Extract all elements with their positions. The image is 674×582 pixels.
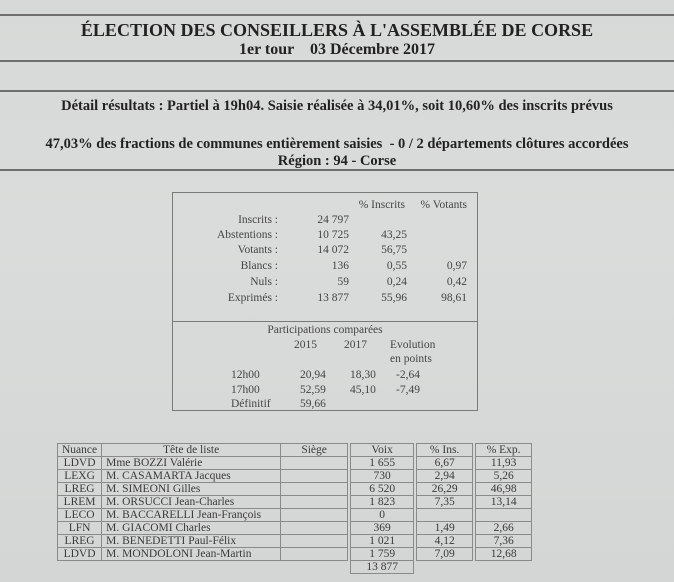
row-label: Exprimés : xyxy=(227,292,278,304)
cell-pct-ins: 4,12 xyxy=(417,535,473,548)
participation-evolution: -2,64 xyxy=(396,369,420,381)
summary-row-exprimes xyxy=(173,292,477,307)
cell-siege xyxy=(281,509,348,522)
pct-inscrits-header: % Inscrits xyxy=(358,199,405,211)
participation-title: Participations comparées xyxy=(267,324,383,336)
row-pct-inscrits: 0,55 xyxy=(386,260,407,272)
row-pct-votants: 0,97 xyxy=(446,260,467,272)
row-value: 59 xyxy=(337,276,349,288)
col-2017-header: 2017 xyxy=(344,339,367,351)
cell-siege xyxy=(281,535,348,548)
region-label: Région : 94 - Corse xyxy=(277,153,397,169)
cell-nuance: LREM xyxy=(58,496,102,509)
summary-row-inscrits xyxy=(173,214,477,229)
participation-2017: 45,10 xyxy=(350,384,376,396)
cell-tete: M. CASAMARTA Jacques xyxy=(102,470,281,483)
row-label: Nuls : xyxy=(250,276,278,288)
details-top-rule xyxy=(0,90,674,92)
row-label: Votants : xyxy=(237,244,278,256)
table-row xyxy=(58,483,532,496)
cell-voix: 1 655 xyxy=(351,457,414,470)
row-pct-inscrits: 56,75 xyxy=(381,244,407,256)
cell-voix: 1 759 xyxy=(351,548,414,561)
cell-nuance: LEXG xyxy=(58,470,102,483)
cell-nuance: LECO xyxy=(58,509,102,522)
summary-box xyxy=(172,192,478,411)
summary-divider xyxy=(173,321,477,322)
row-value: 24 797 xyxy=(317,214,349,226)
row-value: 14 072 xyxy=(317,244,349,256)
cell-pct-ins: 6,67 xyxy=(417,457,473,470)
participation-2015: 20,94 xyxy=(300,369,326,381)
page-subtitle: 1er tour 03 Décembre 2017 xyxy=(239,41,435,58)
results-table xyxy=(57,443,532,574)
table-row xyxy=(58,509,532,522)
cell-pct-exp: 11,93 xyxy=(476,457,532,470)
cell-siege xyxy=(281,496,348,509)
cell-tete: Mme BOZZI Valérie xyxy=(102,457,281,470)
table-row xyxy=(58,470,532,483)
header-nuance: Nuance xyxy=(58,444,102,457)
cell-pct-ins: 2,94 xyxy=(417,470,473,483)
row-pct-inscrits: 43,25 xyxy=(381,229,407,241)
participation-row-label: Définitif xyxy=(231,398,271,410)
cell-siege xyxy=(281,470,348,483)
header-tete-de-liste: Tête de liste xyxy=(102,444,281,457)
row-pct-votants: 98,61 xyxy=(441,292,467,304)
details-line-2: 47,03% des fractions de communes entièrement saisies - 0 / 2 départements clôtures accordées xyxy=(45,136,629,152)
pct-votants-header: % Votants xyxy=(420,199,467,211)
row-value: 13 877 xyxy=(317,292,349,304)
header-voix: Voix xyxy=(351,444,414,457)
cell-tete: M. BACCARELLI Jean-François xyxy=(102,509,281,522)
cell-pct-exp: 12,68 xyxy=(476,548,532,561)
header-siege: Siège xyxy=(281,444,348,457)
table-row xyxy=(58,548,532,561)
cell-voix: 1 021 xyxy=(351,535,414,548)
row-label: Abstentions : xyxy=(216,229,278,241)
row-pct-inscrits: 0,24 xyxy=(386,276,407,288)
table-row xyxy=(58,457,532,470)
total-voix: 13 877 xyxy=(351,561,414,574)
cell-pct-exp: 7,36 xyxy=(476,535,532,548)
cell-nuance: LREG xyxy=(58,483,102,496)
table-row xyxy=(58,522,532,535)
cell-pct-ins: 1,49 xyxy=(417,522,473,535)
cell-tete: M. ORSUCCI Jean-Charles xyxy=(102,496,281,509)
cell-pct-exp: 46,98 xyxy=(476,483,532,496)
row-value: 10 725 xyxy=(317,229,349,241)
summary-row-abstentions xyxy=(173,229,477,244)
cell-pct-ins: 26,29 xyxy=(417,483,473,496)
participation-2015: 59,66 xyxy=(300,398,326,410)
results-header-row xyxy=(58,444,532,457)
total-row xyxy=(58,561,532,574)
cell-tete: M. SIMEONI Gilles xyxy=(102,483,281,496)
header-bottom-rule xyxy=(0,60,674,62)
row-pct-inscrits: 55,96 xyxy=(381,292,407,304)
cell-tete: M. BENEDETTI Paul-Félix xyxy=(102,535,281,548)
cell-voix: 730 xyxy=(351,470,414,483)
page-title: ÉLECTION DES CONSEILLERS À L'ASSEMBLÉE DE CORSE xyxy=(80,20,594,40)
cell-tete: M. GIACOMI Charles xyxy=(102,522,281,535)
summary-row-nuls xyxy=(173,276,477,291)
cell-nuance: LDVD xyxy=(58,548,102,561)
table-row xyxy=(58,496,532,509)
cell-nuance: LREG xyxy=(58,535,102,548)
col-2015-header: 2015 xyxy=(294,339,317,351)
row-value: 136 xyxy=(331,260,349,272)
col-evolution-header: Evolution xyxy=(390,339,436,351)
cell-voix: 369 xyxy=(351,522,414,535)
row-label: Blancs : xyxy=(240,260,278,272)
summary-row-votants xyxy=(173,244,477,259)
table-row xyxy=(58,535,532,548)
cell-siege xyxy=(281,548,348,561)
cell-siege xyxy=(281,522,348,535)
cell-tete: M. MONDOLONI Jean-Martin xyxy=(102,548,281,561)
cell-siege xyxy=(281,483,348,496)
participation-row-label: 17h00 xyxy=(231,384,260,396)
col-evolution-subheader: en points xyxy=(390,353,432,365)
participation-evolution: -7,49 xyxy=(396,384,420,396)
participation-2015: 52,59 xyxy=(300,384,326,396)
cell-nuance: LDVD xyxy=(58,457,102,470)
cell-pct-ins: 7,35 xyxy=(417,496,473,509)
summary-row-blancs xyxy=(173,260,477,275)
cell-pct-exp: 2,66 xyxy=(476,522,532,535)
details-line-1: Détail résultats : Partiel à 19h04. Saisie réalisée à 34,01%, soit 10,60% des inscrits prévus xyxy=(61,98,613,114)
row-label: Inscrits : xyxy=(238,214,278,226)
header-pct-exp: % Exp. xyxy=(476,444,532,457)
cell-voix: 0 xyxy=(351,509,414,522)
cell-pct-exp: 5,26 xyxy=(476,470,532,483)
cell-voix: 6 520 xyxy=(351,483,414,496)
participation-row-label: 12h00 xyxy=(231,369,260,381)
cell-pct-ins: 7,09 xyxy=(417,548,473,561)
cell-siege xyxy=(281,457,348,470)
row-pct-votants: 0,42 xyxy=(446,276,467,288)
cell-pct-ins xyxy=(417,509,473,522)
cell-voix: 1 823 xyxy=(351,496,414,509)
cell-pct-exp: 13,14 xyxy=(476,496,532,509)
header-pct-ins: % Ins. xyxy=(417,444,473,457)
participation-2017: 18,30 xyxy=(350,369,376,381)
cell-nuance: LFN xyxy=(58,522,102,535)
cell-pct-exp xyxy=(476,509,532,522)
top-rule xyxy=(0,14,674,16)
